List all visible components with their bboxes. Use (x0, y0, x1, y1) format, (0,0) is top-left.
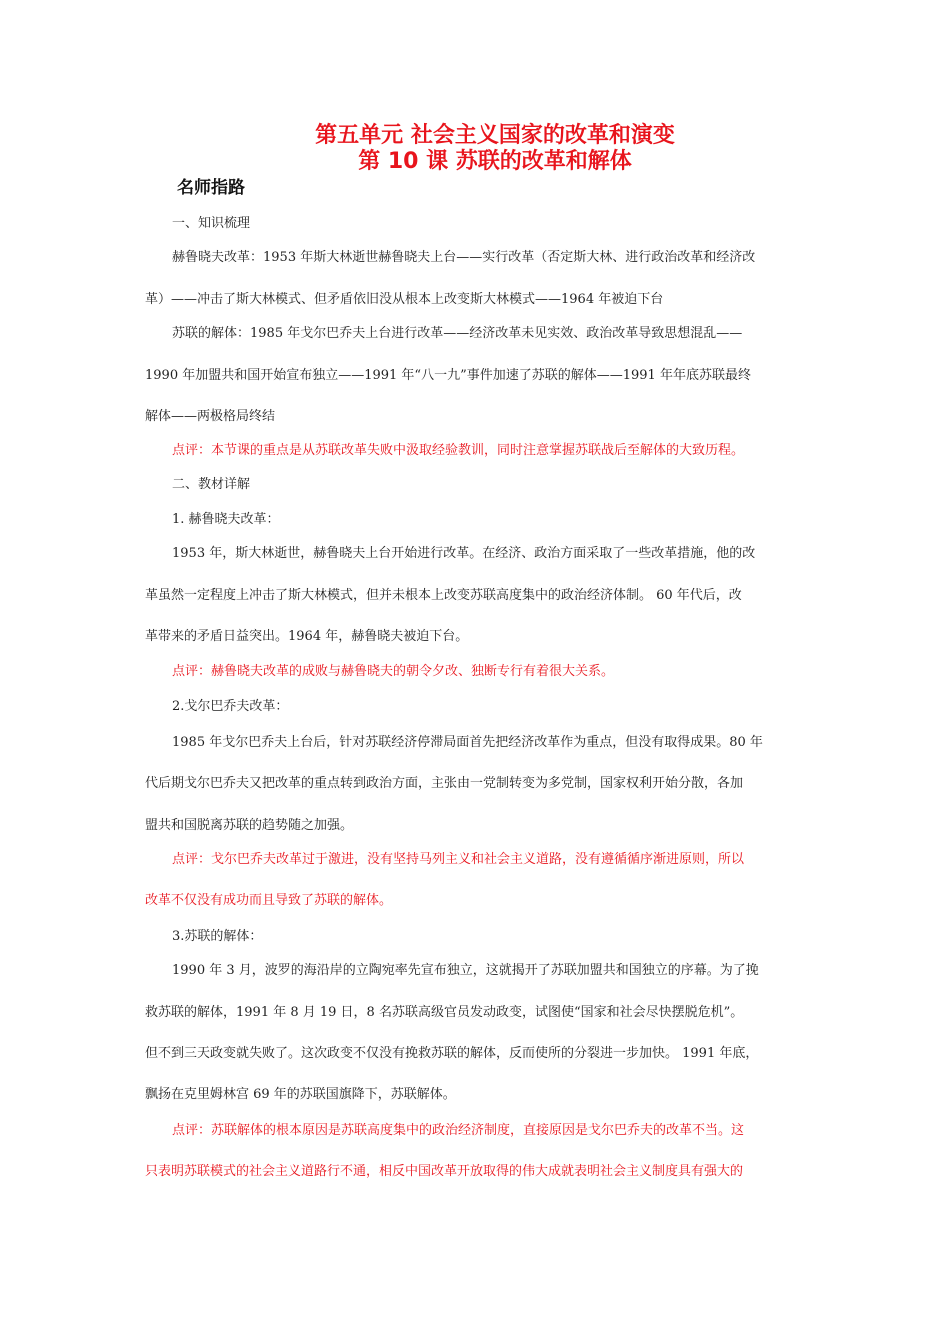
comment-line: 只表明苏联模式的社会主义道路行不通，相反中国改革开放取得的伟大成就表明社会主义制度具有强大的 (145, 1164, 744, 1179)
section-heading: 名师指路 (177, 178, 245, 198)
paragraph-line: 代后期戈尔巴乔夫又把改革的重点转到政治方面，主张由一党制转变为多党制，国家权利开始分散，各加 (145, 776, 744, 791)
paragraph-line: 1990 年 3 月，波罗的海沿岸的立陶宛率先宣布独立，这就揭开了苏联加盟共和国独立的序幕。为了挽 (172, 963, 759, 978)
subheading-textbook: 二、教材详解 (172, 477, 251, 492)
paragraph-line: 飘扬在克里姆林宫 69 年的苏联国旗降下，苏联解体。 (145, 1087, 456, 1102)
comment-line: 点评：本节课的重点是从苏联改革失败中汲取经验教训，同时注意掌握苏联战后至解体的大致历程。 (172, 443, 745, 458)
paragraph-line: 革虽然一定程度上冲击了斯大林模式，但并未根本上改变苏联高度集中的政治经济体制。 60 年代后，改 (145, 588, 742, 603)
paragraph-line: 革带来的矛盾日益突出。1964 年，赫鲁晓夫被迫下台。 (145, 629, 469, 644)
comment-line: 改革不仅没有成功而且导致了苏联的解体。 (145, 893, 393, 908)
topic-heading: 3.苏联的解体： (172, 929, 263, 944)
comment-line: 点评：苏联解体的根本原因是苏联高度集中的政治经济制度，直接原因是戈尔巴乔夫的改革不当。这 (172, 1123, 745, 1138)
paragraph-line: 1985 年戈尔巴乔夫上台后，针对苏联经济停滞局面首先把经济改革作为重点，但没有取得成果。80 年 (172, 735, 763, 750)
paragraph-line: 救苏联的解体，1991 年 8 月 19 日，8 名苏联高级官员发动政变，试图使“国家和社会尽快摆脱危机”。 (145, 1005, 744, 1020)
paragraph-line: 赫鲁晓夫改革：1953 年斯大林逝世赫鲁晓夫上台——实行改革（否定斯大林、进行政治改革和经济改 (172, 250, 756, 265)
paragraph-line: 但不到三天政变就失败了。这次政变不仅没有挽救苏联的解体，反而使所的分裂进一步加快。 1991 年底， (145, 1046, 759, 1061)
paragraph-line: 盟共和国脱离苏联的趋势随之加强。 (145, 818, 354, 833)
comment-line: 点评：戈尔巴乔夫改革过于激进，没有坚持马列主义和社会主义道路，没有遵循循序渐进原则，所以 (172, 852, 745, 867)
paragraph-line: 革）——冲击了斯大林模式、但矛盾依旧没从根本上改变斯大林模式——1964 年被迫下台 (145, 292, 664, 307)
paragraph-line: 1990 年加盟共和国开始宣布独立——1991 年“八一九”事件加速了苏联的解体——1991 年年底苏联最终 (145, 368, 751, 383)
paragraph-line: 解体——两极格局终结 (145, 409, 276, 424)
subheading-knowledge: 一、知识梳理 (172, 216, 251, 231)
comment-line: 点评：赫鲁晓夫改革的成败与赫鲁晓夫的朝令夕改、独断专行有着很大关系。 (172, 664, 615, 679)
lesson-title: 第 10 课 苏联的改革和解体 (358, 149, 632, 174)
paragraph-line: 1953 年，斯大林逝世，赫鲁晓夫上台开始进行改革。在经济、政治方面采取了一些改革措施，他的改 (172, 546, 756, 561)
unit-title: 第五单元 社会主义国家的改革和演变 (315, 123, 675, 148)
topic-heading: 2.戈尔巴乔夫改革： (172, 699, 289, 714)
topic-heading: 1. 赫鲁晓夫改革： (172, 512, 280, 527)
paragraph-line: 苏联的解体：1985 年戈尔巴乔夫上台进行改革——经济改革未见实效、政治改革导致思想混乱—— (172, 326, 743, 341)
